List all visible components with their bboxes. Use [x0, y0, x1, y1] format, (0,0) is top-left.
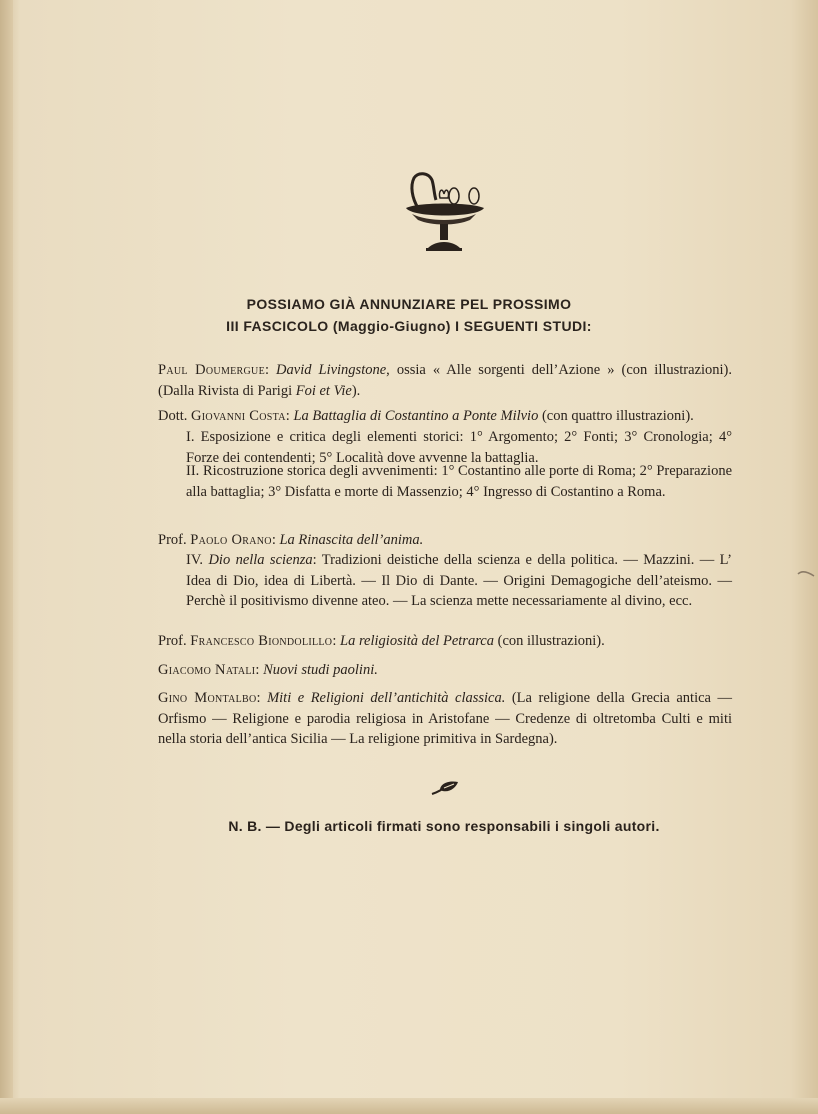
article-title: La Battaglia di Costantino a Ponte Milvio	[293, 408, 539, 424]
page-bottom-edge	[0, 1098, 818, 1114]
leaf-fleuron-icon	[430, 778, 462, 798]
entry-costa: Dott. Giovanni Costa: La Battaglia di Costantino a Ponte Milvio (con quattro illustrazioni).	[158, 408, 694, 424]
entry-doumergue: Paul Doumergue: David Livingstone, ossia « Alle sorgenti dell’Azione » (con illustrazioni). (Dalla Rivista di Parigi Foi et Vie).	[158, 362, 733, 399]
entry-biondolillo: Prof. Francesco Biondolillo: La religiosità del Petrarca (con illustrazioni).	[158, 633, 605, 649]
entry-orano: Prof. Paolo Orano: La Rinascita dell’anima.	[158, 532, 424, 548]
oil-lamp-icon	[398, 168, 490, 254]
author-name: Giacomo Natali	[158, 662, 256, 678]
paper-blemish	[796, 568, 816, 580]
subsection-2: II. Ricostruzione storica degli avvenimenti: 1° Costantino alle porte di Roma; 2° Preparazione alla battaglia; 3° Disfatta e morte di Massenzio; 4° Ingresso di Costantino a Roma.	[186, 463, 733, 500]
announcement-heading-line1: POSSIAMO GIÀ ANNUNZIARE PEL PROSSIMO	[246, 296, 572, 312]
author-name: Paul Doumergue	[158, 362, 265, 378]
article-title: Miti e Religioni dell’antichità classica.	[267, 690, 506, 706]
page-left-edge	[0, 0, 13, 1114]
entry-montalbo: Gino Montalbo: Miti e Religioni dell’antichità classica. (La religione della Grecia antica — Orfismo — Religione e parodia religiosa in Aristofane — Credenze di oltretomba Culti e miti nella storia dell’antica Sicilia — La religione primitiva in Sardegna).	[158, 690, 733, 747]
subsection-4: IV. Dio nella scienza: Tradizioni deistiche della scienza e della politica. — Mazzini. — L’ Idea di Dio, idea di Libertà. — Il Dio di Dante. — Origini Demagogiche dell’ateismo. — Perchè il positivismo divenne ateo. — La scienza mette necessariamente al divino, ecc.	[186, 552, 732, 609]
article-title: Nuovi studi paolini.	[263, 662, 378, 678]
author-name: Paolo Orano	[190, 532, 272, 548]
footer-note: N. B. — Degli articoli firmati sono responsabili i singoli autori.	[228, 818, 660, 834]
announcement-heading-line2: III FASCICOLO (Maggio-Giugno) I SEGUENTI STUDI:	[226, 318, 592, 334]
article-title: La religiosità del Petrarca	[340, 633, 494, 649]
subsection-1: I. Esposizione e critica degli elementi storici: 1° Argomento; 2° Fonti; 3° Cronologia; 4° Forze dei contendenti; 5° Località dove avvenne la battaglia.	[186, 429, 733, 466]
article-title: David Livingstone	[276, 362, 387, 378]
author-name: Giovanni Costa	[191, 408, 286, 424]
author-name: Francesco Biondolillo	[190, 633, 333, 649]
author-name: Gino Montalbo	[158, 690, 257, 706]
article-title: La Rinascita dell’anima.	[279, 532, 424, 548]
entry-natali: Giacomo Natali: Nuovi studi paolini.	[158, 662, 378, 678]
